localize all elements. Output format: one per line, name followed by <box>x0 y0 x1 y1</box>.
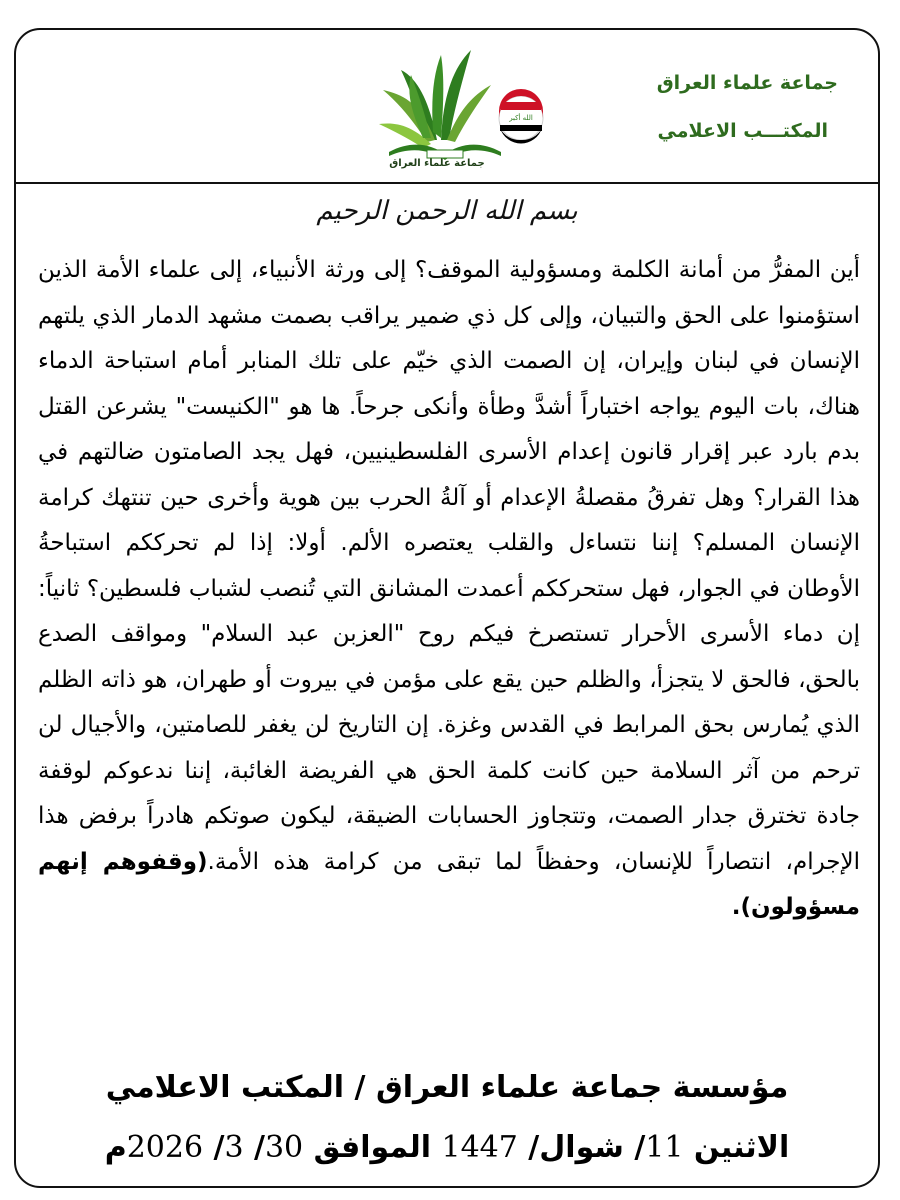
statement-text: أين المفرُّ من أمانة الكلمة ومسؤولية الموقف؟ إلى ورثة الأنبياء، إلى علماء الأمة الذين استؤمنوا على الحق والتبيان، وإلى كل ذي ضمير يراقب بصمت مشهد الدمار الذي يلتهم الإنسان في لبنان وإيران، إن الصمت الذي خيّم على تلك المنابر أمام استباحة الدماء هناك، بات اليوم يواجه اختباراً أشدَّ وطأة وأنكى جرحاً. ها هو "الكنيست" يشرعن القتل بدم بارد عبر إقرار قانون إعدام الأسرى الفلسطينيين، فهل يجد الصامتون ضالتهم في هذا القرار؟ وهل تفرقُ مقصلةُ الإعدام أو آلةُ الحرب بين هوية وأخرى حين تنتهك كرامة الإنسان المسلم؟ إننا نتساءل والقلب يعتصره الألم. أولا: إذا لم تحرككم استباحةُ الأوطان في الجوار، فهل ستحرككم أعمدت المشانق التي تُنصب لشباب فلسطين؟ ثانياً: إن دماء الأسرى الأحرار تستصرخ فيكم روح "العزبن عبد السلام" ومواقف الصدع بالحق، فالحق لا يتجزأ، والظلم حين يقع على مؤمن في بيروت أو طهران، هو ذاته الظلم الذي يُمارس بحق المرابط في القدس وغزة. إن التاريخ لن يغفر للصامتين، والأجيال لن ترحم من آثر السلامة حين كانت كلمة الحق هي الفريضة الغائبة، إننا ندعوكم لوقفة جادة تخترق جدار الصمت، وتتجاوز الحسابات الضيقة، ليكون صوتكم هادراً برفض هذا الإجرام، انتصاراً للإنسان، وحفظاً لما تبقى من كرامة هذه الأمة. <box>38 257 861 875</box>
statement-body <box>38 248 860 931</box>
basmala: بسم الله الرحمن الرحيم <box>316 196 578 226</box>
document-frame <box>14 28 880 1188</box>
date-greg-day: 30 <box>264 1130 304 1165</box>
date-greg-year: 2026 <box>126 1130 204 1165</box>
statement-closing: (وقفوهم إنهم مسؤولون). <box>38 848 860 920</box>
header-divider <box>16 182 878 184</box>
date-hijri-day: 11 <box>645 1130 684 1165</box>
letterhead <box>16 30 878 184</box>
office-name: المكتـــب الاعلامي <box>657 120 828 142</box>
date-day: الاثنين <box>693 1130 790 1165</box>
footer-org-line: مؤسسة جماعة علماء العراق / المكتب الاعلامي <box>105 1070 789 1105</box>
date-equivalent: الموافق <box>313 1130 432 1165</box>
date-hijri-year: 1447 <box>441 1130 518 1165</box>
date-greg-suffix: م <box>104 1130 127 1165</box>
logo-caption: جماعة علماء العراق <box>389 158 485 169</box>
org-name: جماعة علماء العراق <box>656 72 838 94</box>
footer-date: الاثنين 11/ شوال/ 1447 الموافق 30/ 3/ 2026م <box>104 1130 790 1165</box>
scholars-association-logo-icon <box>361 40 551 180</box>
date-hijri-month: شوال <box>539 1130 624 1165</box>
date-greg-month: 3 <box>224 1130 244 1165</box>
svg-text:الله أكبر: الله أكبر <box>509 114 533 122</box>
